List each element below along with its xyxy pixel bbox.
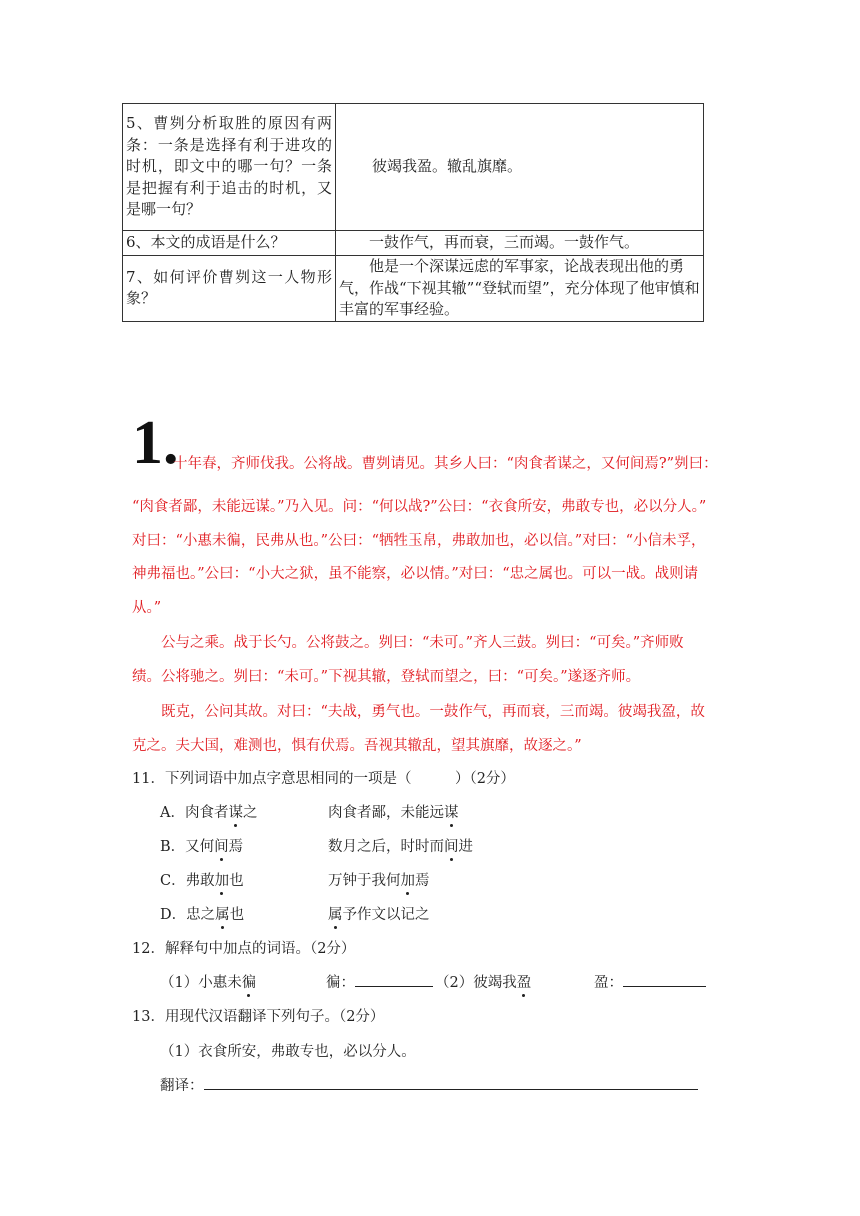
- option-d-compare: [328, 903, 430, 924]
- blank-label: 徧：: [326, 975, 355, 991]
- option-text: 也: [229, 873, 244, 889]
- question-12-item-2: [435, 971, 531, 992]
- passage-line: 神弗福也。”公曰：“小大之狱，虽不能察，必以情。”对曰：“忠之属也。可以一战。战则请: [132, 566, 699, 582]
- option-c: [160, 869, 244, 890]
- option-text: 数月之后，时时而: [328, 839, 444, 855]
- question-13-sentence: （1）衣食所安，弗敢专也，必以分人。: [160, 1044, 416, 1060]
- option-text: 焉: [228, 839, 244, 855]
- dotted-char: 属: [215, 903, 230, 924]
- passage-line: 从。”: [132, 600, 162, 616]
- option-label: D．: [160, 907, 187, 923]
- dotted-char: 盈: [517, 971, 532, 992]
- question-11-stem: 11．下列词语中加点字意思相同的一项是（ ）（2分）: [132, 771, 515, 787]
- option-text: 忠之: [186, 907, 216, 923]
- item-text: （2）彼竭我: [435, 975, 517, 991]
- dotted-char: 徧: [242, 971, 257, 992]
- question-13-stem: 13．用现代汉语翻译下列句子。（2分）: [132, 1009, 385, 1025]
- answer-cell: 一鼓作气，再而衰，三而竭。一鼓作气。: [336, 231, 704, 256]
- option-a: [160, 801, 257, 822]
- option-text: 予作文以记之: [342, 907, 430, 923]
- table-row: [123, 104, 704, 231]
- answer-blank-2[interactable]: [594, 971, 706, 992]
- option-c-compare: [328, 869, 430, 890]
- option-text: 之: [242, 805, 258, 821]
- option-b-compare: [328, 835, 473, 856]
- answer-label: 翻译：: [160, 1078, 204, 1094]
- passage-line: 既克，公问其故。对曰：“夫战，勇气也。一鼓作气，再而衰，三而竭。彼竭我盈，故: [161, 704, 705, 720]
- blank-label: 盈：: [594, 975, 623, 991]
- option-d: [160, 903, 244, 924]
- option-text: 弗敢: [185, 873, 215, 889]
- dotted-char: 加: [215, 869, 230, 890]
- option-text: 也: [229, 907, 245, 923]
- item-text: （1）小惠未: [160, 975, 242, 991]
- qa-table: [122, 103, 704, 322]
- dotted-char: 加: [401, 869, 416, 890]
- answer-cell: 彼竭我盈。辙乱旗靡。: [336, 104, 704, 231]
- question-12-item-1: [160, 971, 256, 992]
- question-cell: 5、曹刿分析取胜的原因有两条：一条是选择有利于进攻的时机，即文中的哪一句？一条是把握有利于追击的时机，又是哪一句？: [123, 104, 336, 231]
- option-a-compare: [328, 801, 459, 822]
- blank-line[interactable]: [355, 972, 433, 987]
- answer-blank-1[interactable]: [326, 971, 433, 992]
- option-text: 肉食者: [184, 805, 229, 821]
- question-cell: 6、本文的成语是什么？: [123, 231, 336, 256]
- option-label: A．: [160, 805, 185, 821]
- translation-answer[interactable]: [160, 1074, 698, 1095]
- dotted-char: 属: [328, 903, 343, 924]
- section-number: 1.: [132, 409, 179, 477]
- option-text: 进: [458, 839, 473, 855]
- passage-line: 克之。夫大国，难测也，惧有伏焉。吾视其辙乱，望其旗靡，故逐之。”: [132, 738, 582, 754]
- option-b: [160, 835, 243, 856]
- option-text: 焉: [415, 873, 430, 889]
- passage-line: 绩。公将驰之。刿曰：“未可。”下视其辙，登轼而望之，曰：“可矣。”遂逐齐师。: [132, 669, 641, 685]
- answer-line[interactable]: [204, 1075, 698, 1090]
- passage-line: 十年春，齐师伐我。公将战。曹刿请见。其乡人曰：“肉食者谋之，又何间焉?”刿曰：: [173, 456, 718, 472]
- dotted-char: 间: [214, 835, 229, 856]
- option-text: 又何: [185, 839, 215, 855]
- table-row: [123, 231, 704, 256]
- dotted-char: 谋: [228, 801, 243, 822]
- dotted-char: 间: [444, 835, 459, 856]
- dotted-char: 谋: [444, 801, 459, 822]
- table-row: [123, 256, 704, 322]
- question-12-stem: 12．解释句中加点的词语。（2分）: [132, 941, 356, 957]
- option-text: 肉食者鄙，未能远: [328, 805, 444, 821]
- passage-line: “肉食者鄙，未能远谋。”乃入见。问：“何以战?”公曰：“衣食所安，弗敢专也，必以分人。”: [132, 499, 707, 515]
- passage-line: 对曰：“小惠未徧，民弗从也。”公曰：“牺牲玉帛，弗敢加也，必以信。”对曰：“小信未孚，: [132, 533, 706, 549]
- passage-line: 公与之乘。战于长勺。公将鼓之。刿曰：“未可。”齐人三鼓。刿曰：“可矣。”齐师败: [161, 635, 684, 651]
- question-cell: 7、如何评价曹刿这一人物形象？: [123, 256, 336, 322]
- option-text: 万钟于我何: [328, 873, 401, 889]
- option-label: B．: [160, 839, 186, 855]
- answer-cell: 他是一个深谋远虑的军事家，论战表现出他的勇气，作战“下视其辙”“登轼而望”，充分体现了他审慎和丰富的军事经验。: [336, 256, 704, 322]
- option-label: C．: [160, 873, 186, 889]
- blank-line[interactable]: [623, 972, 706, 987]
